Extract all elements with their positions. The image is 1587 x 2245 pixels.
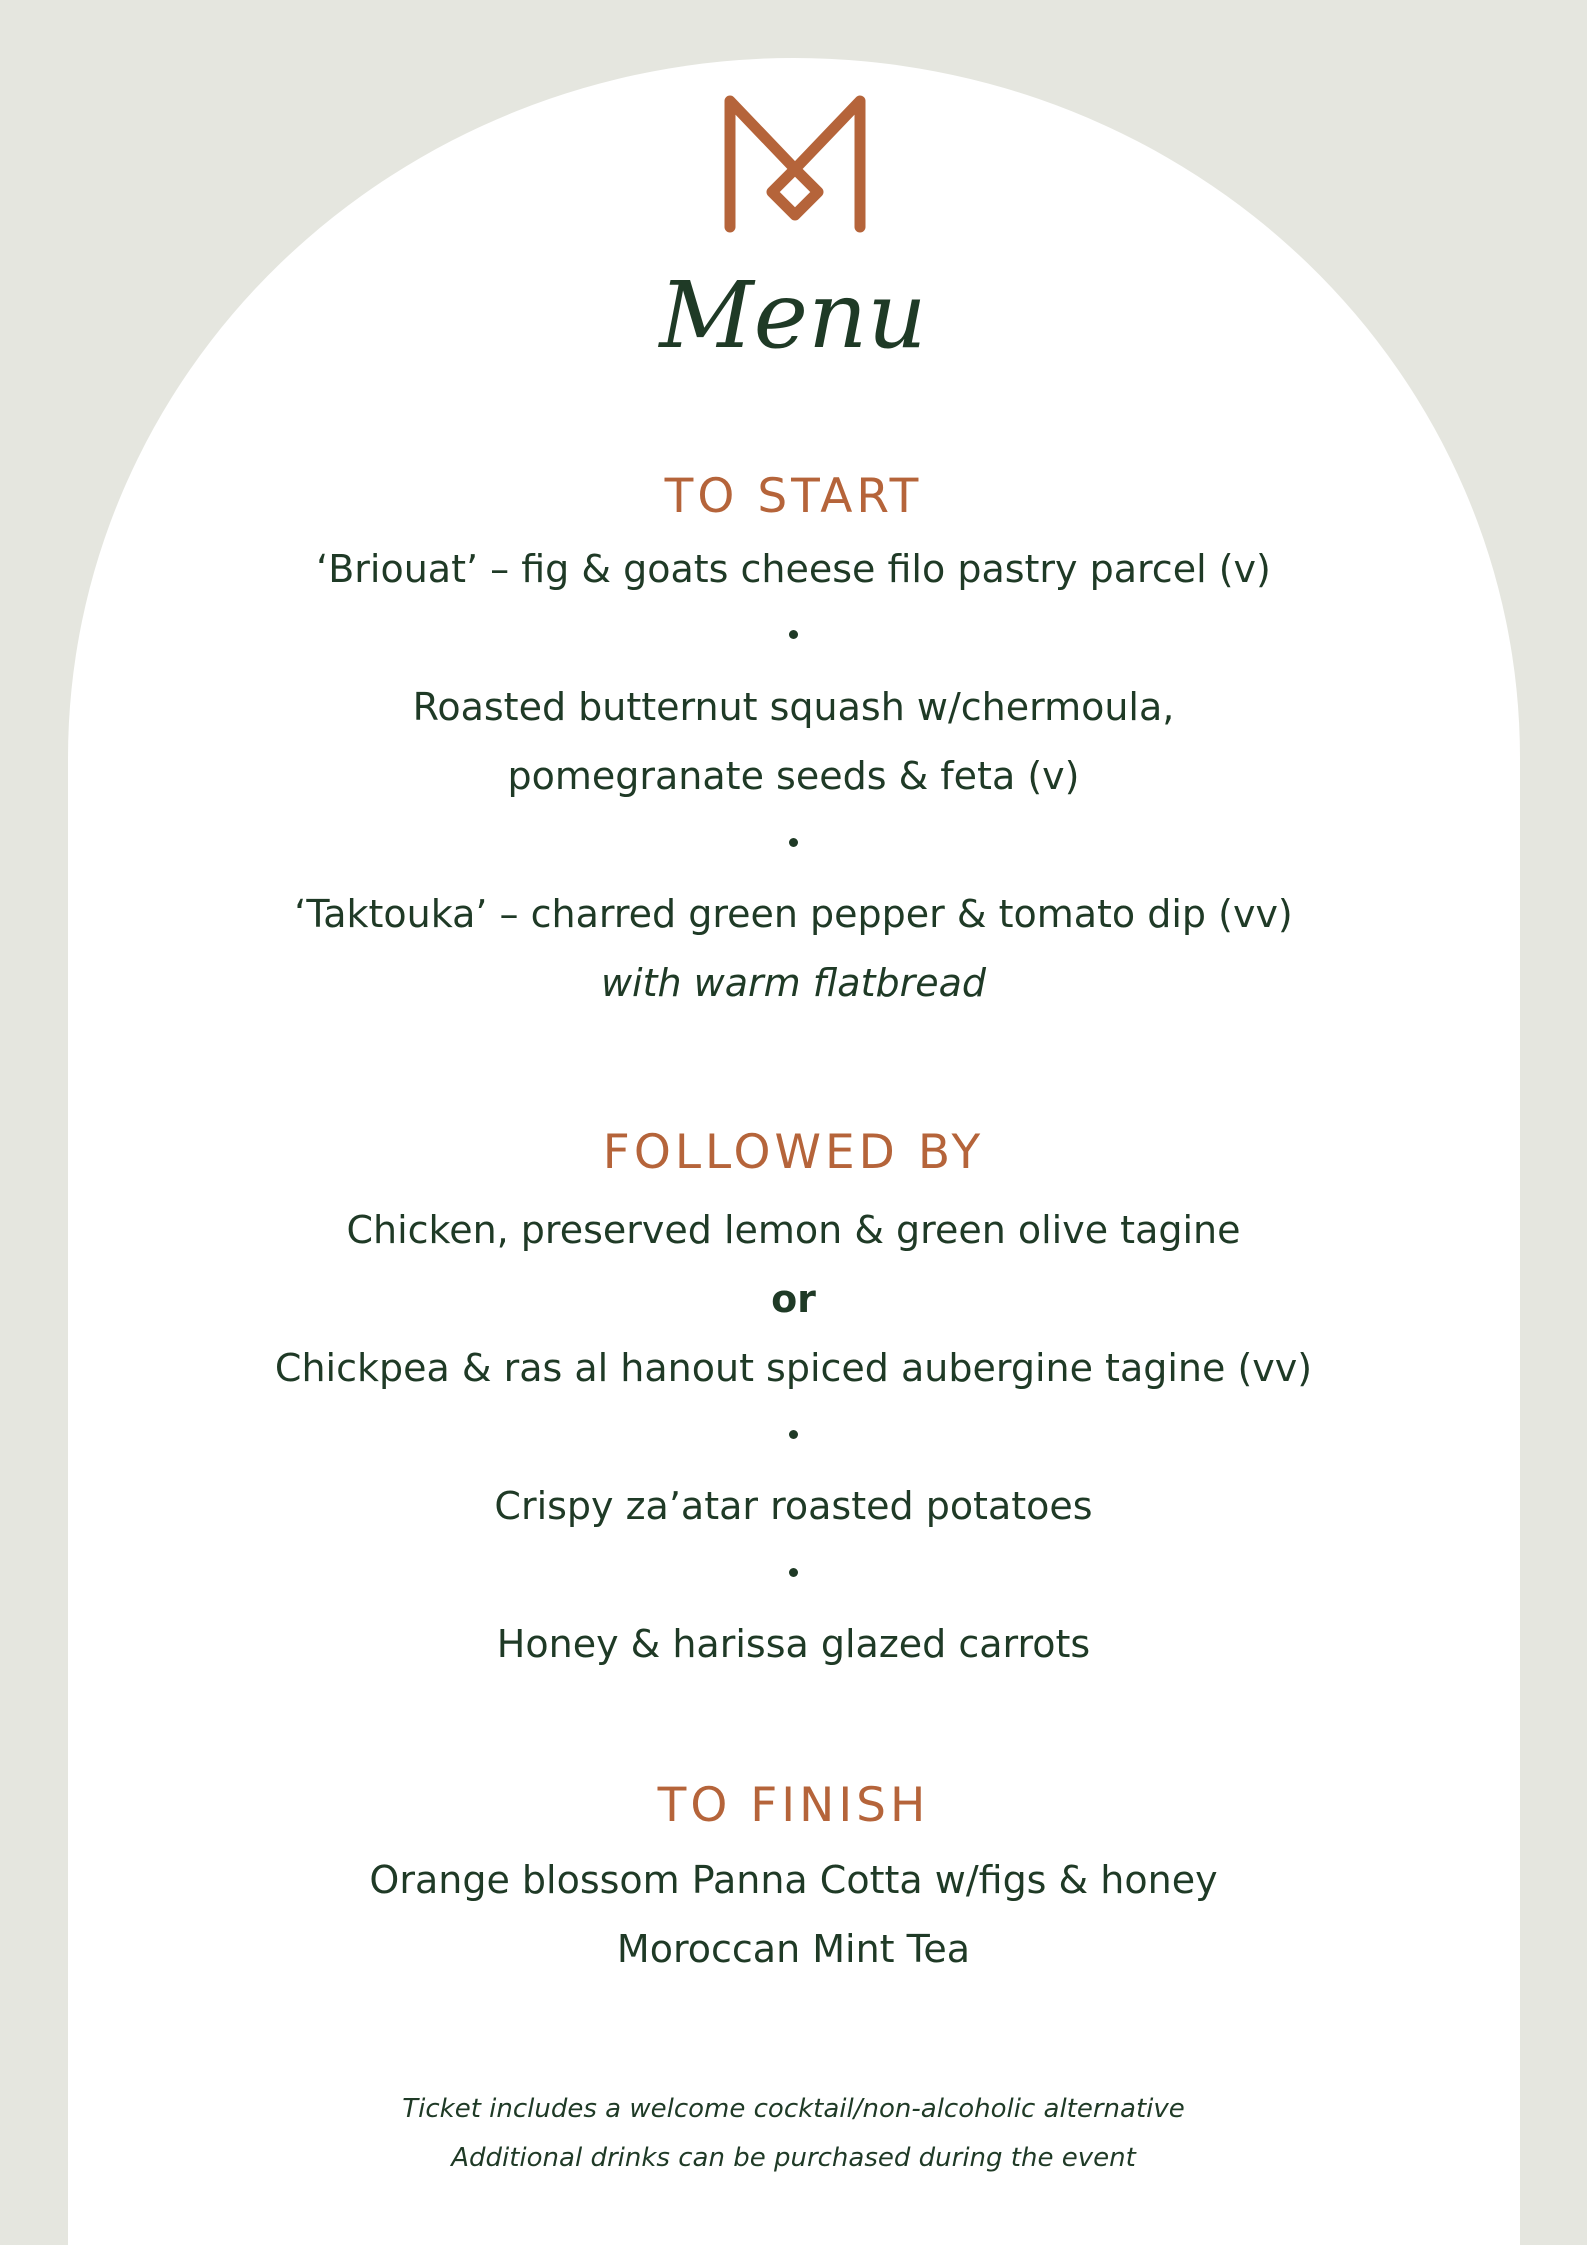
separator-dot — [789, 1568, 798, 1577]
menu-item-carrots: Honey & harissa glazed carrots — [496, 1622, 1091, 1666]
menu-item-panna-cotta: Orange blossom Panna Cotta w/figs & honey — [369, 1858, 1218, 1902]
menu-item-taktouka-note: with warm flatbread — [600, 961, 987, 1005]
separator-dot — [789, 1430, 798, 1439]
separator-dot — [789, 838, 798, 847]
menu-item-squash-line2: pomegranate seeds & feta (v) — [507, 754, 1080, 798]
section-heading-followed: FOLLOWED BY — [602, 1125, 985, 1180]
menu-item-taktouka: ‘Taktouka’ – charred green pepper & tomato dip (vv) — [294, 892, 1293, 936]
page-title — [0, 255, 1587, 375]
menu-item-chicken-tagine: Chicken, preserved lemon & green olive tagine — [346, 1208, 1241, 1252]
m-diamond-monogram-icon — [722, 95, 868, 233]
menu-item-briouat: ‘Briouat’ – fig & goats cheese filo pastry parcel (v) — [316, 547, 1271, 591]
footer-note-line1: Ticket includes a welcome cocktail/non-alcoholic alternative — [402, 2094, 1185, 2124]
menu-item-squash-line1: Roasted butternut squash w/chermoula, — [412, 685, 1175, 729]
menu-item-mint-tea: Moroccan Mint Tea — [616, 1927, 971, 1971]
menu-item-chickpea-tagine: Chickpea & ras al hanout spiced aubergine tagine (vv) — [274, 1346, 1313, 1390]
section-heading-start: TO START — [664, 469, 923, 524]
title-text: Menu — [659, 262, 927, 369]
menu-item-potatoes: Crispy za’atar roasted potatoes — [494, 1484, 1093, 1528]
or-separator: or — [771, 1277, 816, 1321]
footer-note-line2: Additional drinks can be purchased during the event — [451, 2143, 1136, 2173]
separator-dot — [789, 630, 798, 639]
section-heading-finish: TO FINISH — [657, 1778, 930, 1833]
